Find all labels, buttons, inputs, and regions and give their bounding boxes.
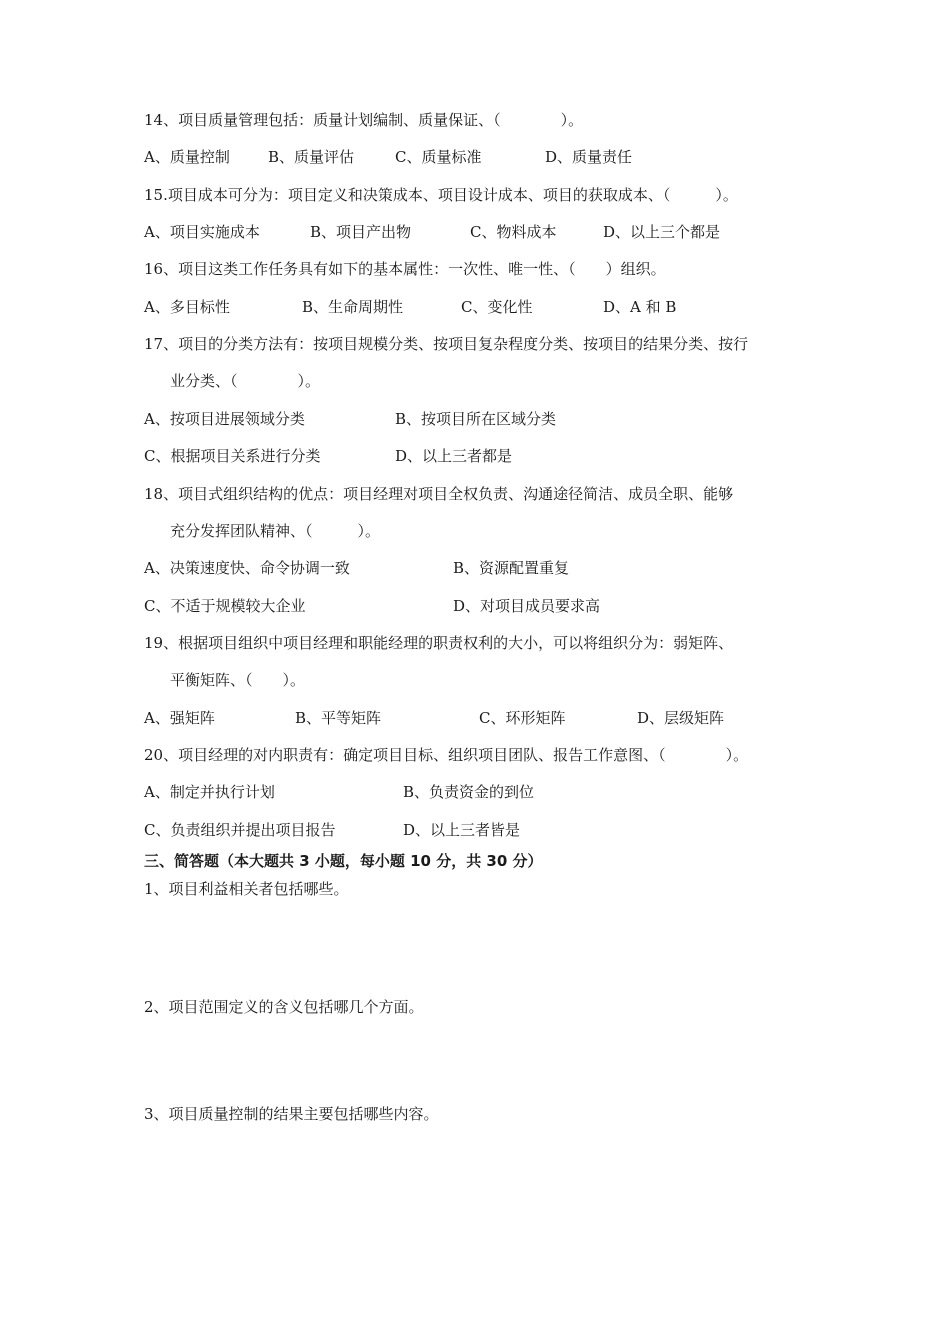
question-19-option-c: C、环形矩阵 [479,709,566,727]
question-17-option-d: D、以上三者都是 [395,447,513,465]
question-14-option-a: A、质量控制 [144,148,230,166]
question-18-option-d: D、对项目成员要求高 [453,597,601,615]
short-answer-2: 2、项目范围定义的含义包括哪几个方面。 [144,998,424,1016]
question-15-option-a: A、项目实施成本 [144,223,260,241]
question-18-stem: 18、项目式组织结构的优点：项目经理对项目全权负责、沟通途径简洁、成员全职、能够 [144,485,734,503]
question-18-option-a: A、决策速度快、命令协调一致 [144,559,350,577]
section-3-heading: 三、简答题（本大题共 3 小题，每小题 10 分，共 30 分） [144,852,543,870]
question-18-stem-cont: 充分发挥团队精神、（ ）。 [170,522,381,540]
question-20-option-c: C、负责组织并提出项目报告 [144,821,336,839]
question-17-option-a: A、按项目进展领域分类 [144,410,305,428]
question-15-option-d: D、以上三个都是 [603,223,721,241]
question-14-option-c: C、质量标准 [395,148,482,166]
question-20-option-a: A、制定并执行计划 [144,783,275,801]
question-19-stem: 19、根据项目组织中项目经理和职能经理的职责权利的大小，可以将组织分为：弱矩阵、 [144,634,734,652]
question-16-option-a: A、多目标性 [144,298,230,316]
question-15-stem: 15.项目成本可分为：项目定义和决策成本、项目设计成本、项目的获取成本、（ ）。 [144,186,738,204]
question-19-option-b: B、平等矩阵 [295,709,382,727]
short-answer-1: 1、项目利益相关者包括哪些。 [144,880,349,898]
question-20-stem: 20、项目经理的对内职责有：确定项目目标、组织项目团队、报告工作意图、（ ）。 [144,746,749,764]
question-20-option-d: D、以上三者皆是 [403,821,521,839]
question-14-option-d: D、质量责任 [545,148,633,166]
question-14-stem: 14、项目质量管理包括：质量计划编制、质量保证、（ ）。 [144,111,584,129]
question-15-option-c: C、物料成本 [470,223,557,241]
question-17-stem: 17、项目的分类方法有：按项目规模分类、按项目复杂程度分类、按项目的结果分类、按行 [144,335,749,353]
question-17-stem-cont: 业分类、（ ）。 [170,372,321,390]
question-17-option-c: C、根据项目关系进行分类 [144,447,321,465]
question-18-option-c: C、不适于规模较大企业 [144,597,306,615]
question-19-option-d: D、层级矩阵 [637,709,725,727]
question-19-stem-cont: 平衡矩阵、（ ）。 [170,671,306,689]
question-14-option-b: B、质量评估 [268,148,355,166]
question-15-option-b: B、项目产出物 [310,223,412,241]
question-17-option-b: B、按项目所在区域分类 [395,410,557,428]
question-16-option-c: C、变化性 [461,298,533,316]
question-16-option-b: B、生命周期性 [302,298,404,316]
question-16-option-d: D、A 和 B [603,298,677,316]
question-19-option-a: A、强矩阵 [144,709,215,727]
question-18-option-b: B、资源配置重复 [453,559,570,577]
question-16-stem: 16、项目这类工作任务具有如下的基本属性：一次性、唯一性、（ ）组织。 [144,260,666,278]
short-answer-3: 3、项目质量控制的结果主要包括哪些内容。 [144,1105,439,1123]
question-20-option-b: B、负责资金的到位 [403,783,535,801]
